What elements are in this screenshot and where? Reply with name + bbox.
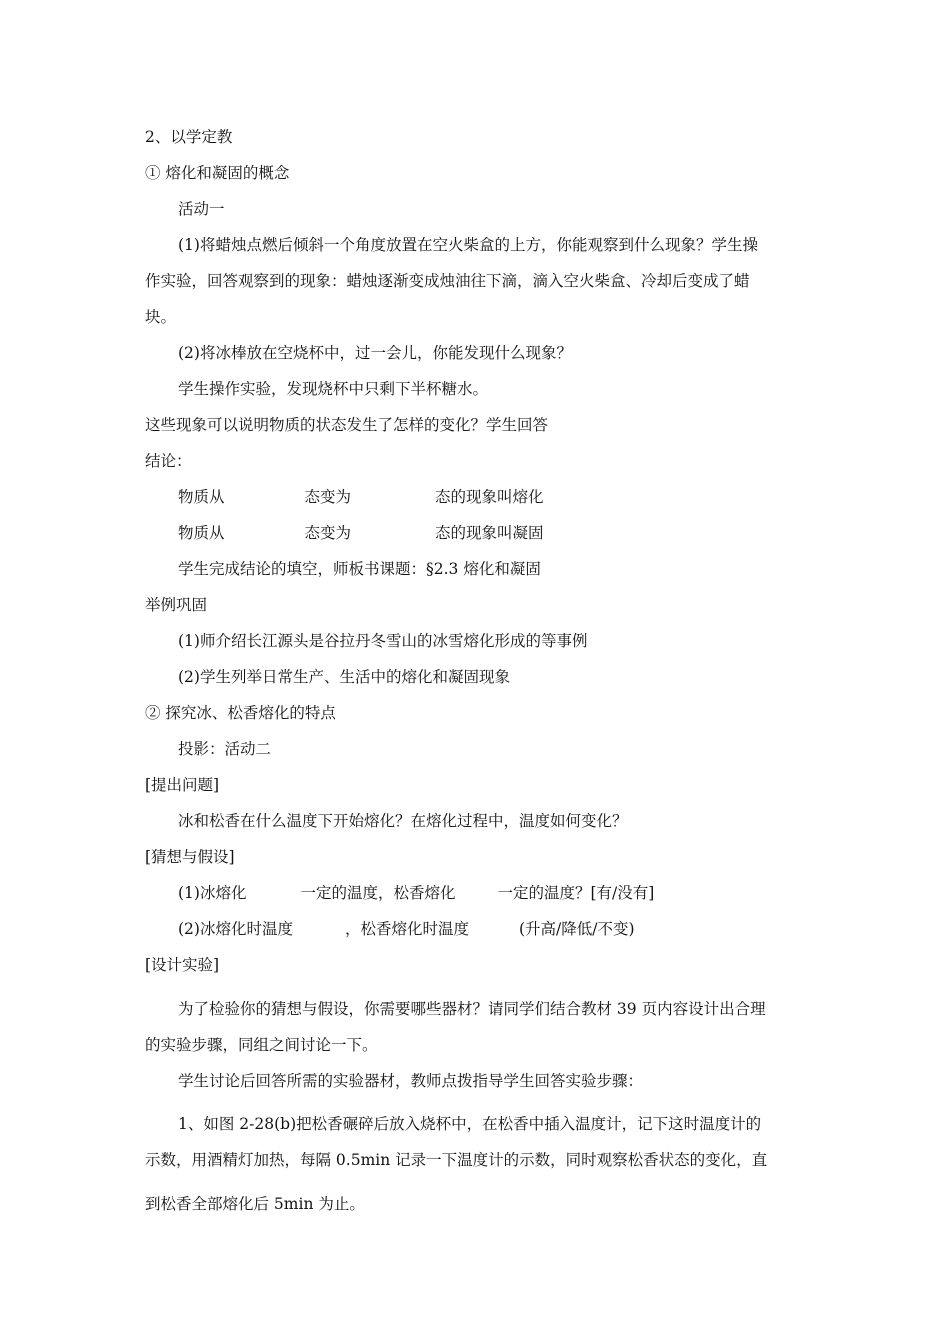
fill-blank-line-hypothesis-2 xyxy=(178,919,635,939)
fill-blank-line-hypothesis-1 xyxy=(178,883,654,903)
fill-text: (升高/降低/不变) xyxy=(518,920,635,938)
paragraph-line: 学生操作实验，发现烧杯中只剩下半杯糖水。 xyxy=(178,380,489,398)
paragraph-line: 学生完成结论的填空，师板书课题：§2.3 熔化和凝固 xyxy=(178,560,541,578)
bracket-heading: [猜想与假设] xyxy=(145,848,235,866)
fill-text: ，松香熔化时温度 xyxy=(344,920,469,938)
paragraph-line: 到松香全部熔化后 5min 为止。 xyxy=(145,1195,365,1213)
paragraph-line: 块。 xyxy=(145,308,177,326)
paragraph-line: (1)将蜡烛点燃后倾斜一个角度放置在空火柴盒的上方，你能观察到什么现象？学生操 xyxy=(178,236,758,254)
fill-text: 一定的温度？[有/没有] xyxy=(497,884,655,902)
paragraph-line: 举例巩固 xyxy=(145,596,208,614)
bracket-heading: [设计实验] xyxy=(145,956,220,974)
paragraph-line: 冰和松香在什么温度下开始熔化？在熔化过程中，温度如何变化？ xyxy=(178,812,628,830)
fill-text: 一定的温度，松香熔化 xyxy=(300,884,456,902)
paragraph-line: 的实验步骤，同组之间讨论一下。 xyxy=(145,1036,378,1054)
fill-text: (1)冰熔化 xyxy=(178,884,247,902)
paragraph-line: (1)师介绍长江源头是谷拉丹冬雪山的冰雪熔化形成的等事例 xyxy=(178,632,588,650)
fill-text: 态的现象叫凝固 xyxy=(435,524,544,542)
section-heading: 2、以学定教 xyxy=(145,128,233,146)
fill-blank-line-melting xyxy=(178,487,544,507)
conclusion-label: 结论： xyxy=(145,452,192,470)
paragraph-line: (2)将冰棒放在空烧杯中，过一会儿，你能发现什么现象？ xyxy=(178,344,572,362)
fill-text: 态变为 xyxy=(304,524,352,542)
subsection-heading-2: ② 探究冰、松香熔化的特点 xyxy=(145,704,336,722)
fill-blank-line-solidifying xyxy=(178,523,544,543)
fill-text: 态的现象叫熔化 xyxy=(435,488,544,506)
fill-text: 物质从 xyxy=(178,524,225,542)
paragraph-line: 这些现象可以说明物质的状态发生了怎样的变化？学生回答 xyxy=(145,416,549,434)
fill-text: 态变为 xyxy=(304,488,352,506)
fill-text: (2)冰熔化时温度 xyxy=(178,920,293,938)
activity-title-2: 投影：活动二 xyxy=(178,740,272,758)
paragraph-line: 作实验，回答观察到的现象：蜡烛逐渐变成烛油往下滴，滴入空火柴盒、冷却后变成了蜡 xyxy=(145,272,750,290)
paragraph-line: 1、如图 2-28(b)把松香碾碎后放入烧杯中，在松香中插入温度计，记下这时温度计的 xyxy=(178,1115,762,1133)
paragraph-line: (2)学生列举日常生产、生活中的熔化和凝固现象 xyxy=(178,668,510,686)
paragraph-line: 示数，用酒精灯加热，每隔 0.5min 记录一下温度计的示数，同时观察松香状态的变化，直 xyxy=(145,1151,768,1169)
activity-title-1: 活动一 xyxy=(178,200,225,218)
bracket-heading: [提出问题] xyxy=(145,776,220,794)
subsection-heading-1: ① 熔化和凝固的概念 xyxy=(145,164,290,182)
fill-text: 物质从 xyxy=(178,488,225,506)
paragraph-line: 为了检验你的猜想与假设，你需要哪些器材？请同学们结合教材 39 页内容设计出合理 xyxy=(178,1000,766,1018)
paragraph-line: 学生讨论后回答所需的实验器材，教师点拨指导学生回答实验步骤： xyxy=(178,1072,644,1090)
